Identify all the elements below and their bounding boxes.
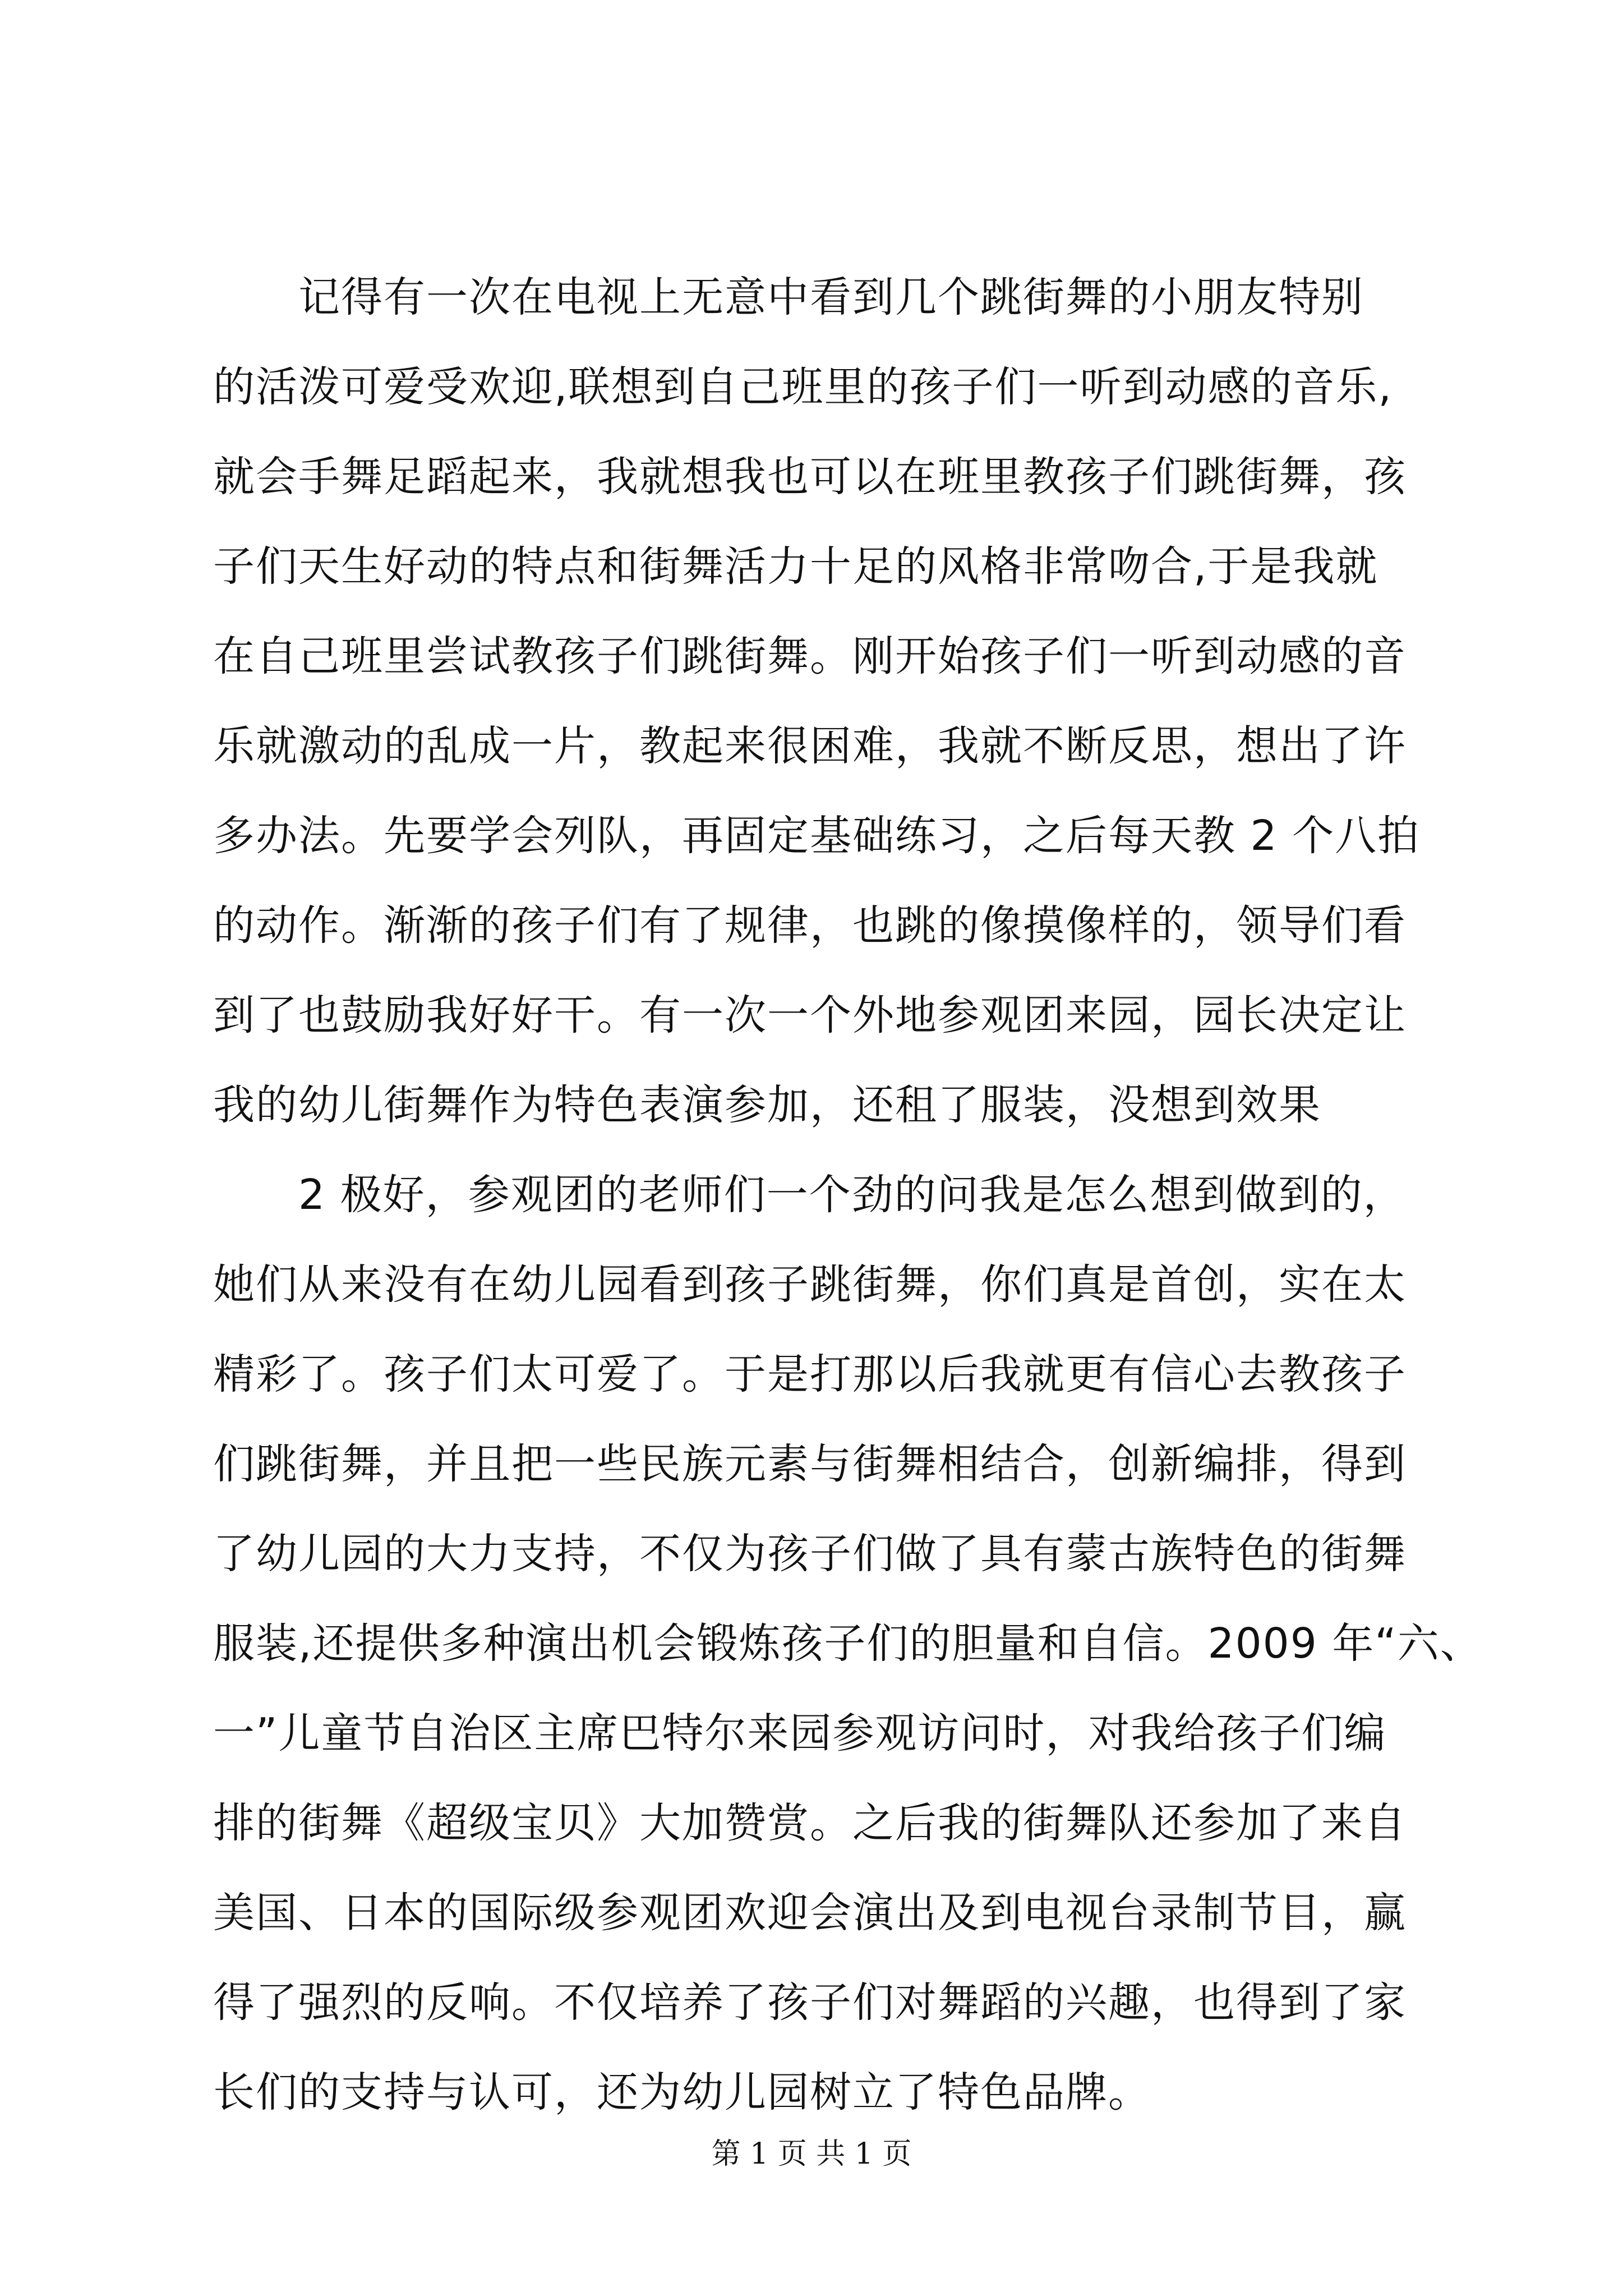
paragraph-2-line-9: 美国、日本的国际级参观团欢迎会演出及到电视台录制节目，赢: [213, 1889, 1407, 1937]
paragraph-1-line-10: 我的幼儿街舞作为特色表演参加，还租了服装，没想到效果: [213, 1081, 1321, 1129]
page-footer: 第 1 页 共 1 页: [711, 2137, 912, 2171]
paragraph-1-line-8: 的动作。渐渐的孩子们有了规律，也跳的像摸像样的，领导们看: [213, 901, 1407, 950]
paragraph-2-line-1: 2 极好，参观团的老师们一个劲的问我是怎么想到做到的，: [298, 1171, 1406, 1219]
paragraph-1-line-1: 记得有一次在电视上无意中看到几个跳街舞的小朋友特别: [298, 273, 1364, 321]
paragraph-2-line-5: 了幼儿园的大力支持，不仅为孩子们做了具有蒙古族特色的街舞: [213, 1530, 1407, 1578]
paragraph-1-line-7: 多办法。先要学会列队，再固定基础练习，之后每天教 2 个八拍: [213, 812, 1421, 860]
paragraph-2-line-7: 一”儿童节自治区主席巴特尔来园参观访问时，对我给孩子们编: [213, 1709, 1387, 1757]
body-text: [213, 252, 1483, 2137]
paragraph-2-line-11: 长们的支持与认可，还为幼儿园树立了特色品牌。: [213, 2068, 1151, 2116]
paragraph-2-line-3: 精彩了。孩子们太可爱了。于是打那以后我就更有信心去教孩子: [213, 1350, 1407, 1398]
paragraph-1-line-9: 到了也鼓励我好好干。有一次一个外地参观团来园，园长决定让: [213, 991, 1407, 1039]
paragraph-1-line-5: 在自己班里尝试教孩子们跳街舞。刚开始孩子们一听到动感的音: [213, 632, 1407, 680]
paragraph-1-line-2: 的活泼可爱受欢迎,联想到自己班里的孩子们一听到动感的音乐,: [213, 363, 1393, 411]
paragraph-2-line-2: 她们从来没有在幼儿园看到孩子跳街舞，你们真是首创，实在太: [213, 1260, 1407, 1309]
paragraph-2-line-4: 们跳街舞，并且把一些民族元素与街舞相结合，创新编排，得到: [213, 1440, 1407, 1488]
paragraph-2-line-6: 服装,还提供多种演出机会锻炼孩子们的胆量和自信。2009 年“六、: [213, 1619, 1483, 1668]
paragraph-2-line-10: 得了强烈的反响。不仅培养了孩子们对舞蹈的兴趣，也得到了家: [213, 1978, 1407, 2027]
paragraph-1-line-6: 乐就激动的乱成一片，教起来很困难，我就不断反思，想出了许: [213, 722, 1407, 770]
paragraph-1-line-4: 子们天生好动的特点和街舞活力十足的风格非常吻合,于是我就: [213, 542, 1378, 591]
paragraph-2-line-8: 排的街舞《超级宝贝》大加赞赏。之后我的街舞队还参加了来自: [213, 1799, 1407, 1847]
paragraph-1-line-3: 就会手舞足蹈起来，我就想我也可以在班里教孩子们跳街舞，孩: [213, 453, 1407, 501]
